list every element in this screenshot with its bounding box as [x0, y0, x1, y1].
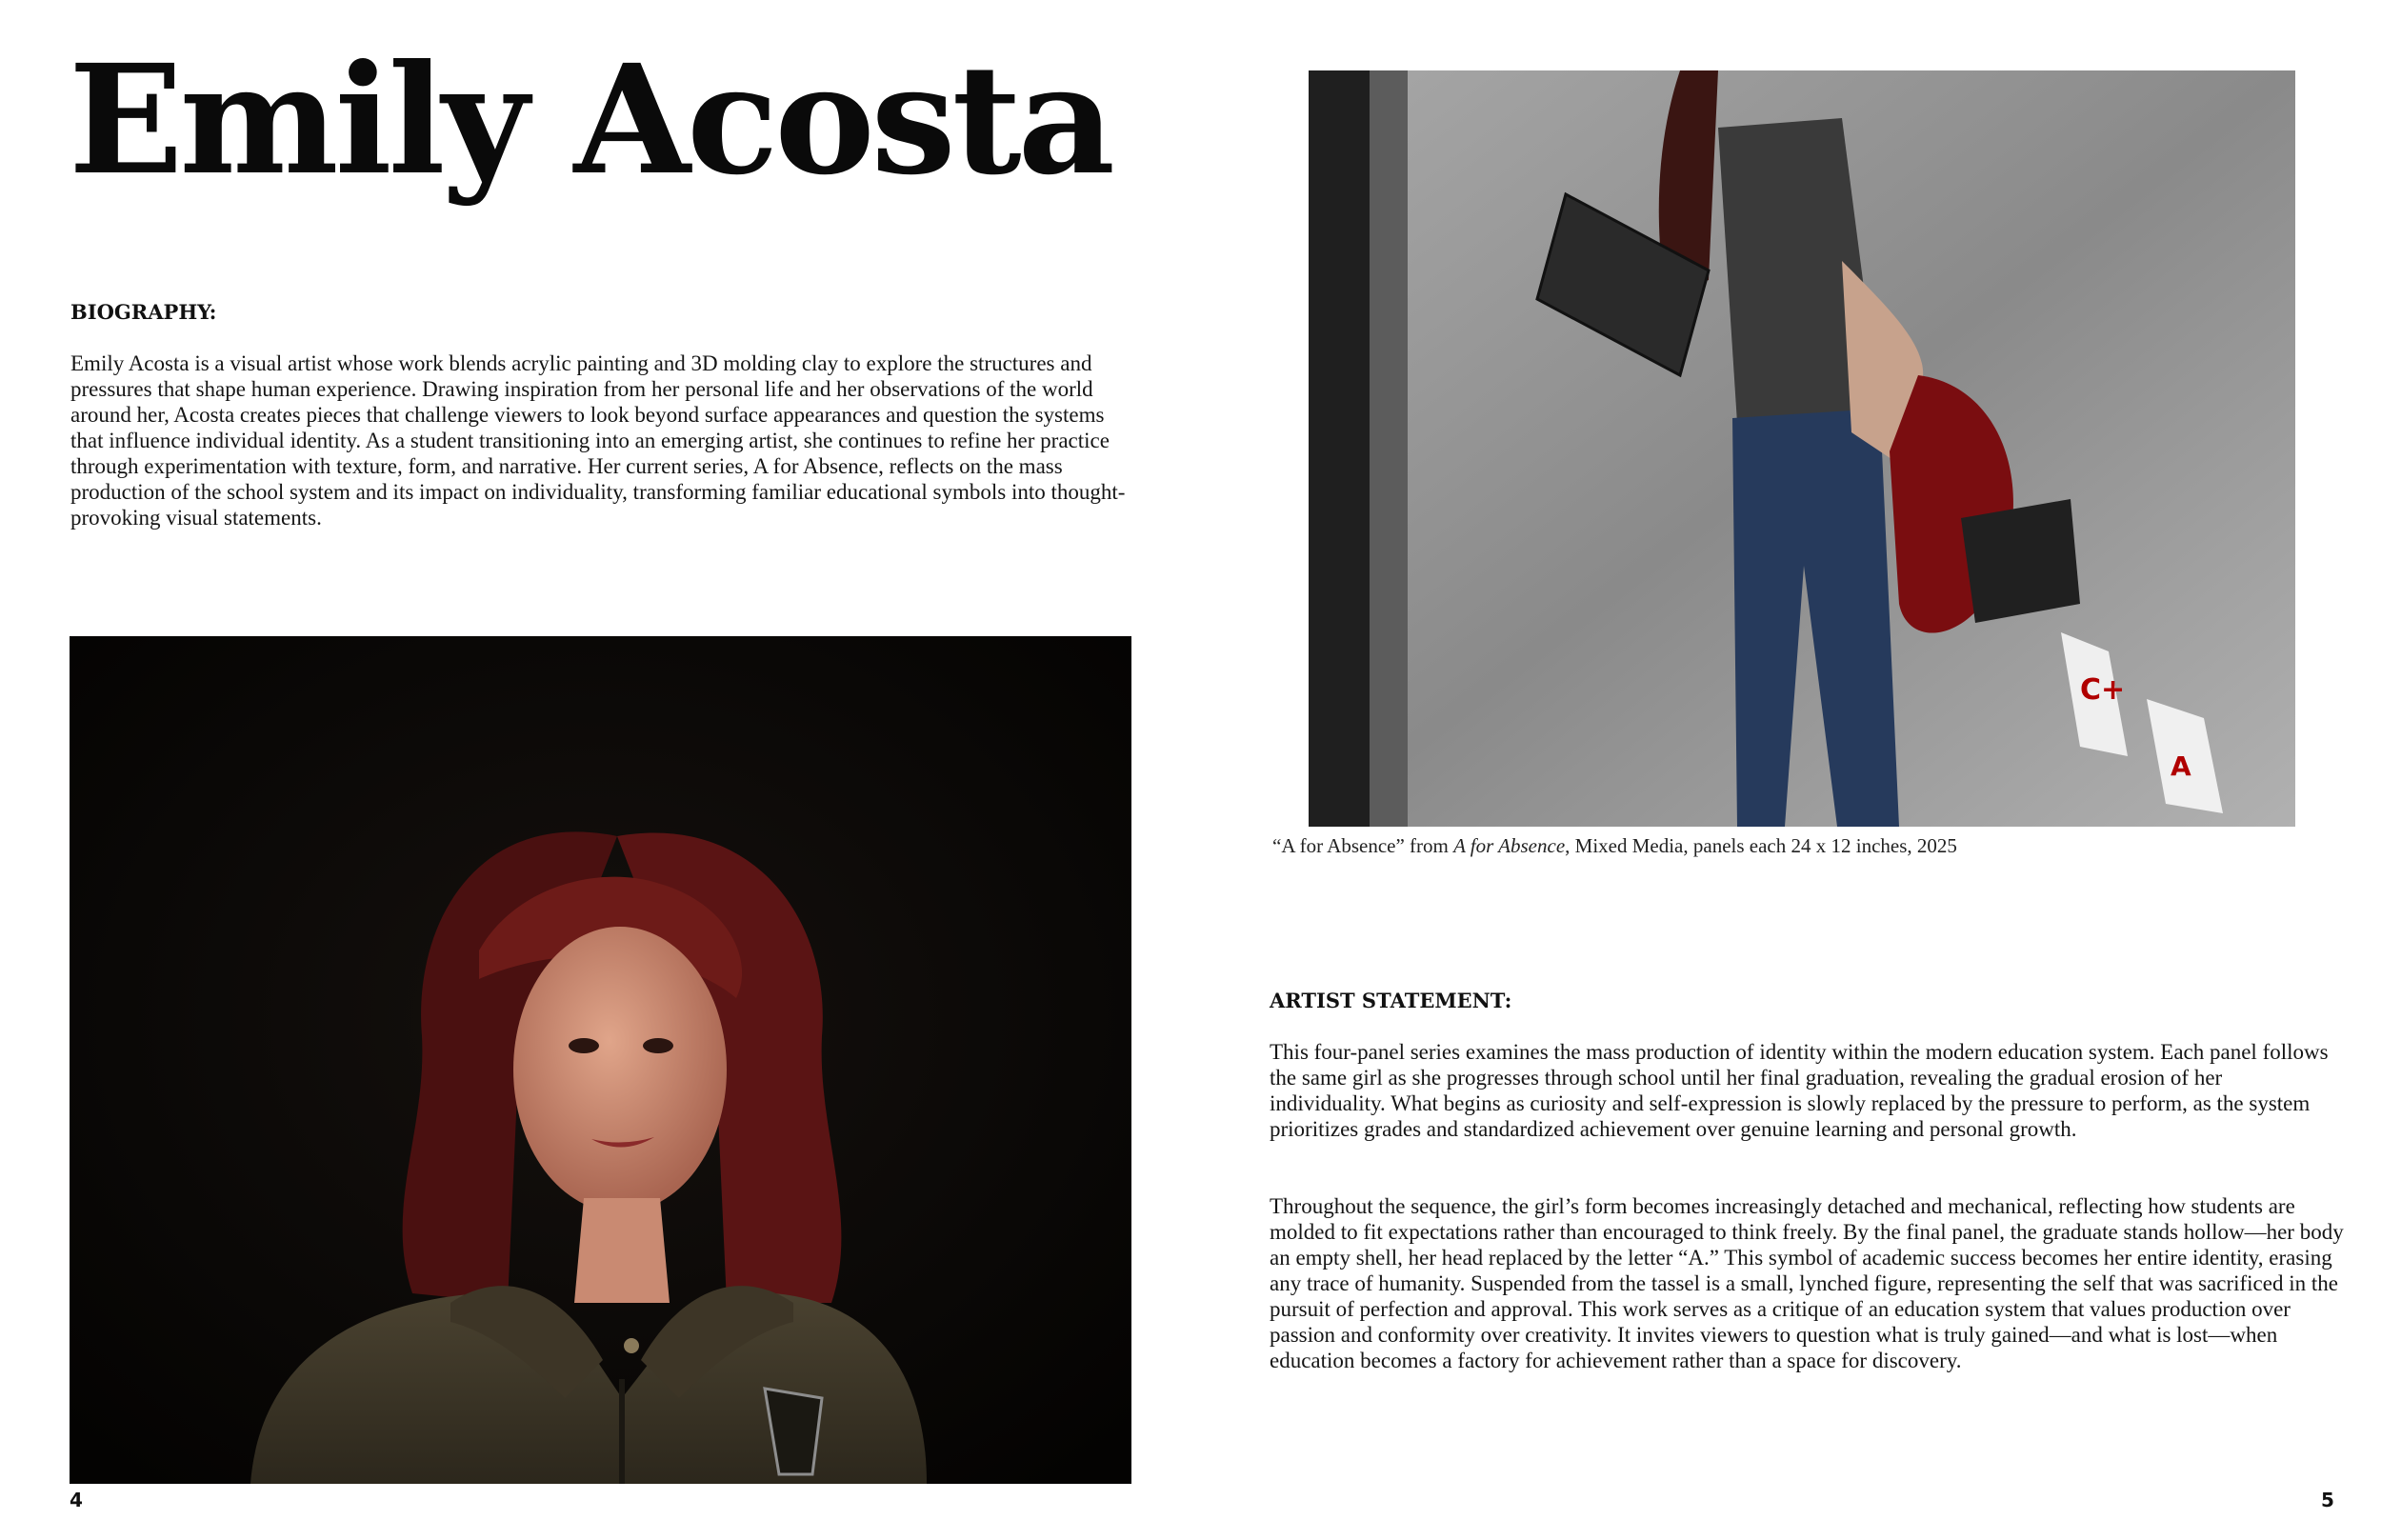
- caption-details: , Mixed Media, panels each 24 x 12 inches, 2025: [1565, 834, 1957, 857]
- caption-series: A for Absence: [1453, 834, 1566, 857]
- page-number-left: 4: [70, 1489, 83, 1511]
- painting-illustration: [1309, 70, 2295, 827]
- biography-heading: BIOGRAPHY:: [70, 300, 217, 324]
- artwork-caption: [1272, 834, 1957, 858]
- page-number-right: 5: [2321, 1489, 2334, 1511]
- canvas-edge-shadow: [1309, 70, 1370, 827]
- paper-grade-mark: C+: [2080, 673, 2126, 707]
- biography-text: Emily Acosta is a visual artist whose work blends acrylic painting and 3D molding clay to explore the structures and pressures that shape human experience. Drawing inspiration from her personal life and her observations of the world around her, Acosta creates pieces that challenge viewers to look beyond surface appearances and question the systems that influence individual identity. As a student transitioning into an emerging artist, she continues to refine her practice through experimentation with texture, form, and narrative. Her current series, A for Absence, reflects on the mass production of the school system and its impact on individuality, transforming familiar educational symbols into thought-provoking visual statements.: [70, 351, 1126, 530]
- artist-statement-heading: ARTIST STATEMENT:: [1270, 989, 1512, 1012]
- caption-title: “A for Absence” from: [1272, 834, 1454, 857]
- artist-portrait-photo: [70, 636, 1131, 1484]
- artist-name: Emily Acosta: [69, 32, 1111, 209]
- falling-book: [1961, 499, 2080, 623]
- artist-statement-paragraph-2: Throughout the sequence, the girl’s form becomes increasingly detached and mechanical, reflecting how students are molded to fit expectations rather than encouraged to think freely. By the final panel, the graduate stands hollow—her body an empty shell, her head replaced by the letter “A.” This symbol of academic success becomes her entire identity, erasing any trace of humanity. Suspended from the tassel is a small, lynched figure, representing the self that was sacrificed in the pursuit of perfection and approval. This work serves as a critique of an education system that values production over passion and conformity over creativity. It invites viewers to question what is truly gained—and what is lost—when education becomes a factory for achievement rather than a space for discovery.: [1270, 1194, 2344, 1372]
- artwork-painting-image: [1309, 70, 2295, 827]
- artist-statement-paragraph-1: This four-panel series examines the mass production of identity within the modern education system. Each panel follows the same girl as she progresses through school until her final graduation, revealing the gradual erosion of her individuality. What begins as curiosity and self-expression is slowly replaced by the pressure to perform, as the system prioritizes grades and standardized achievement over genuine learning and personal growth.: [1270, 1040, 2329, 1141]
- paper-grade-mark-2: A: [2171, 750, 2191, 782]
- portrait-illustration: [70, 636, 1131, 1484]
- face: [513, 927, 727, 1212]
